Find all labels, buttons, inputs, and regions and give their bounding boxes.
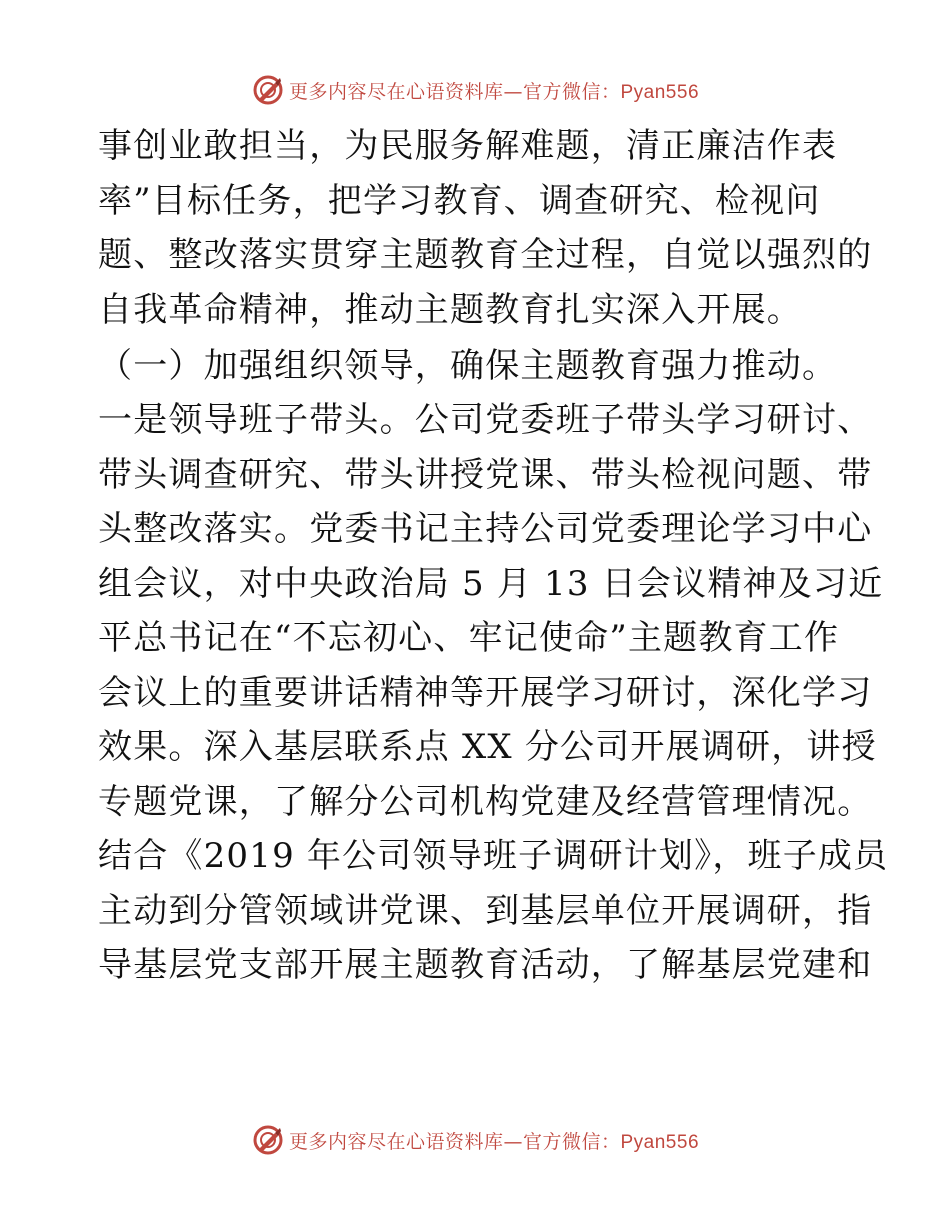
text-line: 组会议，对中央政治局 5 月 13 日会议精神及习近 — [98, 563, 884, 604]
watermark-handle: Pyan556 — [620, 1131, 700, 1153]
watermark-site: 更多内容尽在心语资料库 — [288, 1130, 504, 1153]
watermark-official-label: 官方微信： — [522, 80, 621, 103]
header-watermark — [0, 70, 950, 110]
watermark-separator: — — [503, 80, 523, 103]
section-heading: （一）加强组织领导，确保主题教育强力推动。 — [98, 345, 838, 386]
footer-watermark — [0, 1120, 950, 1160]
watermark-text — [289, 77, 699, 104]
text-line: 事创业敢担当，为民服务解难题，清正廉洁作表 — [98, 126, 838, 166]
watermark-official-label: 官方微信： — [522, 1130, 621, 1153]
text-line: 平总书记在“不忘初心、牢记使命”主题教育工作 — [98, 618, 840, 658]
text-line: 效果。深入基层联系点 XX 分公司开展调研，讲授 — [98, 727, 877, 767]
text-line: 题、整改落实贯穿主题教育全过程，自觉以强烈的 — [98, 235, 873, 275]
watermark-text — [289, 1127, 699, 1154]
text-line: 会议上的重要讲话精神等开展学习研讨，深化学习 — [98, 672, 873, 713]
text-line: 带头调查研究、带头讲授党课、带头检视问题、带 — [98, 454, 873, 495]
watermark-separator: — — [503, 1130, 523, 1153]
text-line: 主动到分管领域讲党课、到基层单位开展调研，指 — [98, 890, 873, 931]
logo-icon — [251, 73, 285, 107]
watermark-handle: Pyan556 — [620, 81, 700, 103]
text-line: 自我革命精神，推动主题教育扎实深入开展。 — [98, 289, 802, 330]
text-line: 一是领导班子带头。公司党委班子带头学习研讨、 — [98, 400, 873, 440]
document-body — [98, 125, 889, 999]
text-line: 结合《2019 年公司领导班子调研计划》，班子成员 — [98, 836, 889, 876]
logo-icon — [251, 1123, 285, 1157]
text-line: 导基层党支部开展主题教育活动，了解基层党建和 — [98, 945, 873, 985]
text-line: 专题党课，了解分公司机构党建及经营管理情况。 — [98, 781, 873, 822]
text-line: 头整改落实。党委书记主持公司党委理论学习中心 — [98, 509, 873, 549]
watermark-site: 更多内容尽在心语资料库 — [288, 80, 504, 103]
text-line: 率”目标任务，把学习教育、调查研究、检视问 — [98, 180, 821, 221]
